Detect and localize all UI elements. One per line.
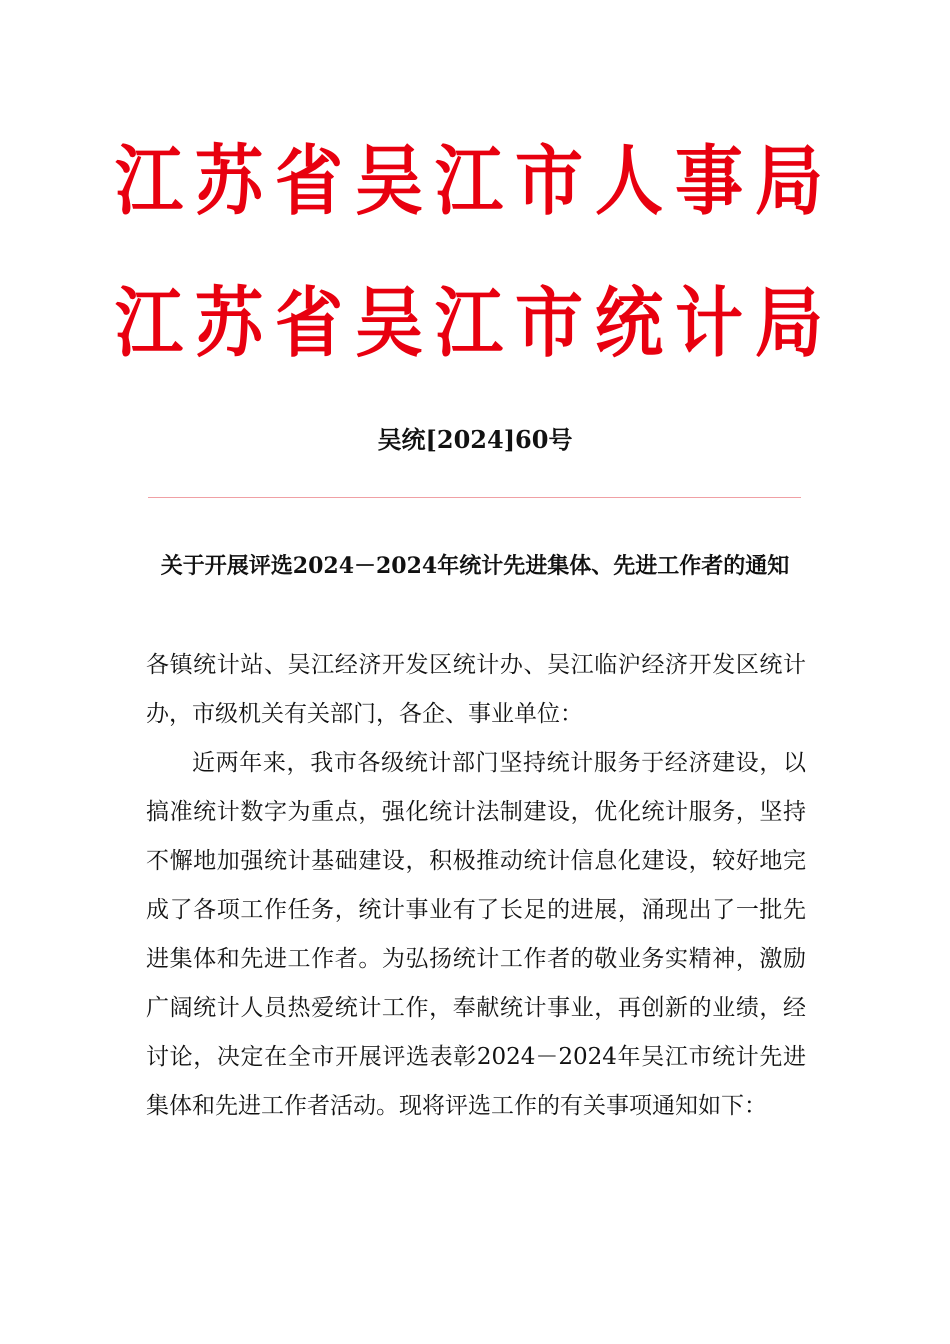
document-title: 关于开展评选2024－2024年统计先进集体、先进工作者的通知: [160, 553, 790, 579]
issuer-header-statistics-bureau: 江苏省吴江市统计局: [114, 280, 835, 369]
header-divider: [148, 497, 801, 498]
issuer-header-personnel-bureau: 江苏省吴江市人事局: [114, 138, 835, 227]
body-paragraph: 近两年来，我市各级统计部门坚持统计服务于经济建设，以搞准统计数字为重点，强化统计法制建设，优化统计服务，坚持不懈地加强统计基础建设，积极推动统计信息化建设，较好地完成了各项工作任务，统计事业有了长足的进展，涌现出了一批先进集体和先进工作者。为弘扬统计工作者的敬业务实精神，激励广阔统计人员热爱统计工作，奉献统计事业，再创新的业绩，经讨论，决定在全市开展评选表彰2024－2024年吴江市统计先进集体和先进工作者活动。现将评选工作的有关事项通知如下：: [146, 750, 806, 1119]
document-number: 吴统[2024]60号: [377, 425, 573, 454]
addressee: 各镇统计站、吴江经济开发区统计办、吴江临沪经济开发区统计办，市级机关有关部门，各企、事业单位：: [146, 652, 806, 727]
